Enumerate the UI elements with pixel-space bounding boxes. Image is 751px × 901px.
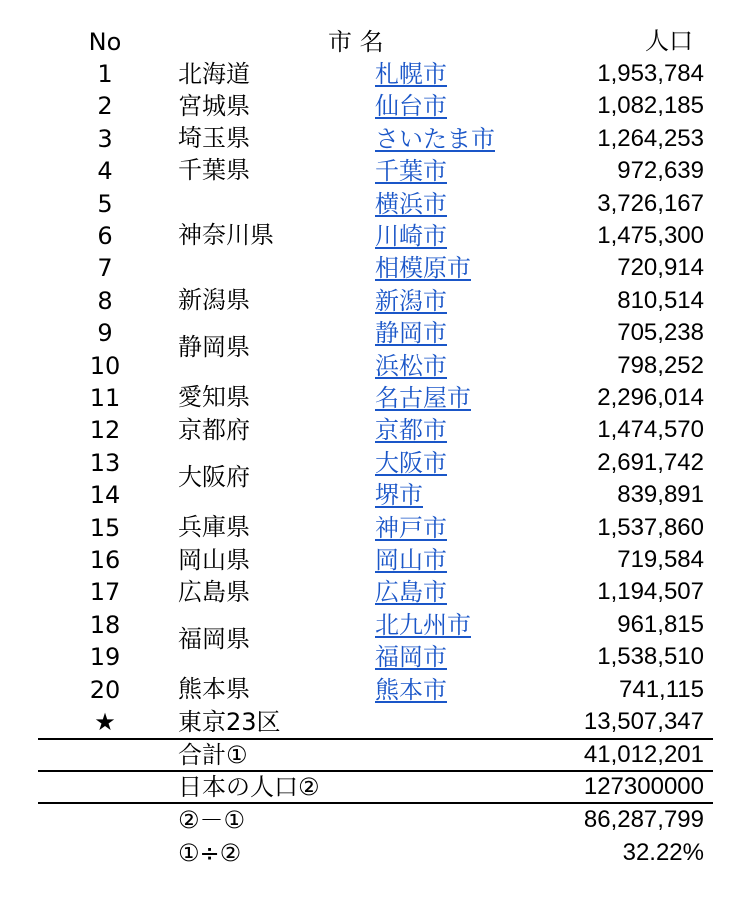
city-link[interactable]: 静岡市 xyxy=(375,319,447,347)
prefecture-label: 神奈川県 xyxy=(178,221,274,249)
city-link[interactable]: 川崎市 xyxy=(375,222,447,250)
tokyo-population: 13,507,347 xyxy=(583,708,704,735)
city-link[interactable]: 浜松市 xyxy=(375,352,447,380)
row-number: 8 xyxy=(97,287,113,315)
japan-population-value: 127300000 xyxy=(583,773,704,800)
row-number: 1 xyxy=(97,60,113,88)
population-value: 798,252 xyxy=(617,352,704,379)
prefecture-label: 愛知県 xyxy=(178,383,250,411)
city-link[interactable]: さいたま市 xyxy=(375,125,495,153)
prefecture-label: 宮城県 xyxy=(178,92,250,120)
prefecture-label: 北海道 xyxy=(178,60,250,88)
row-number: 10 xyxy=(89,352,121,380)
city-link[interactable]: 新潟市 xyxy=(375,287,447,315)
row-number: 9 xyxy=(97,319,113,347)
tokyo-name: 東京23区 xyxy=(178,708,281,736)
prefecture-label: 新潟県 xyxy=(178,286,250,314)
difference-label: ②－① xyxy=(178,806,246,834)
population-value: 1,953,784 xyxy=(597,60,704,87)
row-number: 20 xyxy=(89,676,121,704)
population-value: 2,296,014 xyxy=(597,384,704,411)
population-value: 961,815 xyxy=(617,611,704,638)
row-number: 11 xyxy=(89,384,121,412)
prefecture-label: 大阪府 xyxy=(178,463,250,491)
city-link[interactable]: 岡山市 xyxy=(375,546,447,574)
population-value: 1,538,510 xyxy=(597,643,704,670)
city-link[interactable]: 広島市 xyxy=(375,578,447,606)
row-number: 19 xyxy=(89,643,121,671)
city-link[interactable]: 千葉市 xyxy=(375,157,447,185)
population-value: 810,514 xyxy=(617,287,704,314)
prefecture-label: 埼玉県 xyxy=(178,124,250,152)
japan-population-label: 日本の人口② xyxy=(178,773,320,801)
total-label: 合計① xyxy=(178,741,248,769)
row-number: 16 xyxy=(89,546,121,574)
city-link[interactable]: 福岡市 xyxy=(375,643,447,671)
prefecture-label: 京都府 xyxy=(178,416,250,444)
city-link[interactable]: 相模原市 xyxy=(375,254,471,282)
row-number: 3 xyxy=(97,125,113,153)
prefecture-label: 千葉県 xyxy=(178,156,250,184)
city-link[interactable]: 京都市 xyxy=(375,416,447,444)
population-value: 741,115 xyxy=(619,676,704,703)
population-value: 719,584 xyxy=(617,546,704,573)
ratio-value: 32.22% xyxy=(622,839,704,866)
population-value: 1,475,300 xyxy=(597,222,704,249)
row-number: 7 xyxy=(97,254,113,282)
row-number: 18 xyxy=(89,611,121,639)
city-link[interactable]: 札幌市 xyxy=(375,60,447,88)
population-value: 972,639 xyxy=(617,157,704,184)
ratio-label: ①÷② xyxy=(178,839,242,867)
row-number: 4 xyxy=(97,157,113,185)
city-link[interactable]: 大阪市 xyxy=(375,449,447,477)
city-link[interactable]: 堺市 xyxy=(375,481,423,509)
difference-value: 86,287,799 xyxy=(583,806,704,833)
prefecture-label: 静岡県 xyxy=(178,333,250,361)
population-value: 1,474,570 xyxy=(597,416,704,443)
tokyo-star-icon: ★ xyxy=(94,708,116,736)
population-value: 1,082,185 xyxy=(597,92,704,119)
city-link[interactable]: 熊本市 xyxy=(375,676,447,704)
prefecture-label: 熊本県 xyxy=(178,675,250,703)
prefecture-label: 兵庫県 xyxy=(178,513,250,541)
city-link[interactable]: 北九州市 xyxy=(375,611,471,639)
city-link[interactable]: 横浜市 xyxy=(375,190,447,218)
row-number: 12 xyxy=(89,416,121,444)
population-value: 1,264,253 xyxy=(597,125,704,152)
population-value: 2,691,742 xyxy=(597,449,704,476)
population-value: 839,891 xyxy=(617,481,704,508)
city-link[interactable]: 仙台市 xyxy=(375,92,447,120)
population-value: 1,194,507 xyxy=(597,578,704,605)
prefecture-label: 福岡県 xyxy=(178,625,250,653)
row-number: 2 xyxy=(97,92,113,120)
population-value: 1,537,860 xyxy=(597,514,704,541)
prefecture-label: 岡山県 xyxy=(178,546,250,574)
city-link[interactable]: 名古屋市 xyxy=(375,384,471,412)
row-number: 14 xyxy=(89,481,121,509)
row-number: 15 xyxy=(89,514,121,542)
header-city-name: 市 名 xyxy=(328,28,384,56)
header-no: No xyxy=(88,28,122,56)
city-link[interactable]: 神戸市 xyxy=(375,514,447,542)
row-number: 13 xyxy=(89,449,121,477)
prefecture-label: 広島県 xyxy=(178,578,250,606)
population-value: 720,914 xyxy=(617,254,704,281)
header-population: 人口 xyxy=(645,28,693,55)
row-number: 17 xyxy=(89,578,121,606)
row-number: 5 xyxy=(97,190,113,218)
row-number: 6 xyxy=(97,222,113,250)
population-value: 705,238 xyxy=(617,319,704,346)
total-value: 41,012,201 xyxy=(583,741,704,768)
population-value: 3,726,167 xyxy=(597,190,704,217)
